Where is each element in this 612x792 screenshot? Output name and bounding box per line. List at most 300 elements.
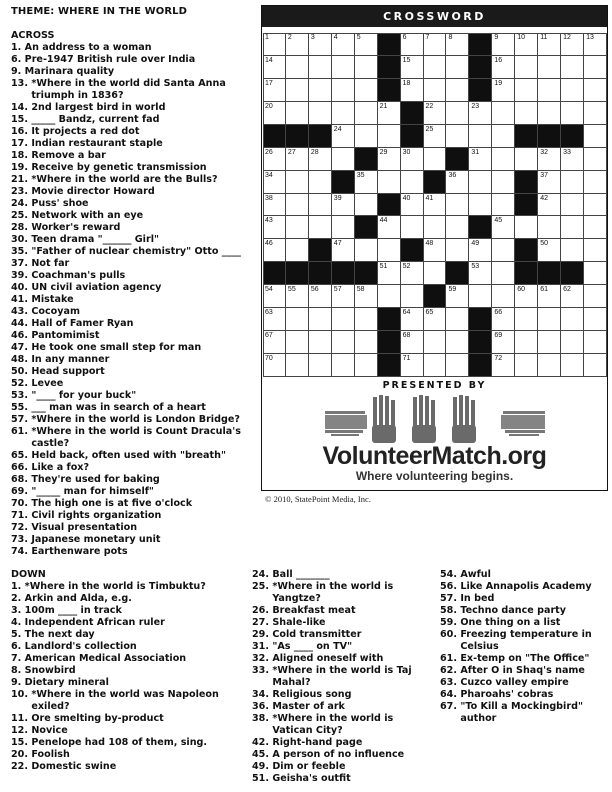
grid-cell[interactable] xyxy=(309,331,332,354)
cell-number: 14 xyxy=(265,56,273,64)
grid-cell[interactable] xyxy=(584,354,607,377)
grid-cell[interactable] xyxy=(286,79,309,102)
grid-cell[interactable] xyxy=(309,79,332,102)
clue-item xyxy=(440,689,610,701)
clue-item xyxy=(11,689,243,713)
grid-cell[interactable] xyxy=(332,331,355,354)
grid-cell[interactable] xyxy=(355,285,378,308)
clue-number: 43. xyxy=(11,306,32,317)
grid-cell[interactable] xyxy=(446,194,469,217)
clue-text: The high one is at five o'clock xyxy=(31,498,193,509)
grid-cell[interactable] xyxy=(584,125,607,148)
grid-cell[interactable] xyxy=(378,239,401,262)
grid-cell[interactable] xyxy=(332,102,355,125)
grid-cell[interactable] xyxy=(401,354,424,377)
clue-text: Shale-like xyxy=(272,617,326,628)
cell-number: 17 xyxy=(265,79,273,87)
clue-number: 64. xyxy=(440,689,461,700)
clue-number: 55. xyxy=(11,402,32,413)
grid-cell[interactable] xyxy=(263,171,286,194)
grid-cell[interactable] xyxy=(561,285,584,308)
clue-item xyxy=(11,713,243,725)
grid-cell[interactable] xyxy=(515,216,538,239)
clue-number: 25. xyxy=(252,581,273,592)
grid-cell[interactable] xyxy=(515,33,538,56)
grid-cell[interactable] xyxy=(446,125,469,148)
grid-cell[interactable] xyxy=(469,171,492,194)
grid-cell[interactable] xyxy=(286,308,309,331)
grid-cell[interactable] xyxy=(332,308,355,331)
clue-number: 14. xyxy=(11,102,32,113)
grid-cell[interactable] xyxy=(332,194,355,217)
grid-cell[interactable] xyxy=(538,102,561,125)
clue-item xyxy=(11,546,246,558)
grid-cell[interactable] xyxy=(584,285,607,308)
grid-cell[interactable] xyxy=(538,79,561,102)
clue-number: 2. xyxy=(11,593,25,604)
grid-cell[interactable] xyxy=(584,171,607,194)
grid-cell[interactable] xyxy=(424,308,447,331)
grid-cell[interactable] xyxy=(424,262,447,285)
clue-item xyxy=(11,486,246,498)
grid-cell[interactable] xyxy=(263,194,286,217)
clue-text: Right-hand page xyxy=(272,737,363,748)
grid-cell[interactable] xyxy=(446,285,469,308)
clue-item xyxy=(440,581,610,593)
grid-cell[interactable] xyxy=(424,216,447,239)
grid-cell[interactable] xyxy=(332,56,355,79)
grid-cell[interactable] xyxy=(492,239,515,262)
grid-cell[interactable] xyxy=(263,285,286,308)
clue-text: Japanese monetary unit xyxy=(31,534,161,545)
grid-cell[interactable] xyxy=(424,102,447,125)
clue-item xyxy=(252,653,434,665)
grid-cell[interactable] xyxy=(492,194,515,217)
grid-cell[interactable] xyxy=(561,102,584,125)
grid-cell[interactable] xyxy=(263,148,286,171)
grid-cell[interactable] xyxy=(332,239,355,262)
clue-text: Cuzco valley empire xyxy=(460,677,569,688)
clue-number: 7. xyxy=(11,653,25,664)
grid-block xyxy=(538,262,561,285)
grid-cell[interactable] xyxy=(492,171,515,194)
grid-cell[interactable] xyxy=(538,354,561,377)
grid-cell[interactable] xyxy=(424,194,447,217)
grid-cell[interactable] xyxy=(584,148,607,171)
grid-cell[interactable] xyxy=(561,216,584,239)
grid-cell[interactable] xyxy=(309,308,332,331)
clue-number: 51. xyxy=(252,773,273,784)
grid-cell[interactable] xyxy=(446,308,469,331)
grid-cell[interactable] xyxy=(561,194,584,217)
clue-text: Receive by genetic transmission xyxy=(31,162,207,173)
grid-cell[interactable] xyxy=(469,125,492,148)
grid-cell[interactable] xyxy=(263,354,286,377)
grid-cell[interactable] xyxy=(492,285,515,308)
grid-block xyxy=(378,308,401,331)
grid-cell[interactable] xyxy=(309,56,332,79)
grid-cell[interactable] xyxy=(378,285,401,308)
clue-text: Snowbird xyxy=(24,665,76,676)
clue-item xyxy=(252,773,434,785)
grid-cell[interactable] xyxy=(515,285,538,308)
grid-cell[interactable] xyxy=(515,308,538,331)
clue-number: 41. xyxy=(11,294,32,305)
grid-block xyxy=(469,56,492,79)
cell-number: 40 xyxy=(402,194,411,202)
grid-cell[interactable] xyxy=(561,354,584,377)
grid-cell[interactable] xyxy=(424,331,447,354)
grid-cell[interactable] xyxy=(401,285,424,308)
cell-number: 65 xyxy=(425,309,434,317)
clue-text: *Where in the world are the Bulls? xyxy=(31,174,218,185)
grid-cell[interactable] xyxy=(263,331,286,354)
clue-number: 5. xyxy=(11,629,25,640)
grid-cell[interactable] xyxy=(492,79,515,102)
clue-text: *Where in the world was Napoleon exiled? xyxy=(31,689,219,712)
grid-cell[interactable] xyxy=(309,194,332,217)
grid-cell[interactable] xyxy=(584,56,607,79)
clue-item xyxy=(11,677,243,689)
clue-item xyxy=(11,306,246,318)
clue-item xyxy=(11,246,246,258)
grid-cell[interactable] xyxy=(286,194,309,217)
grid-block xyxy=(401,239,424,262)
grid-cell[interactable] xyxy=(263,79,286,102)
grid-cell[interactable] xyxy=(424,148,447,171)
grid-cell[interactable] xyxy=(492,33,515,56)
grid-cell[interactable] xyxy=(561,171,584,194)
grid-cell[interactable] xyxy=(538,285,561,308)
grid-cell[interactable] xyxy=(401,194,424,217)
grid-cell[interactable] xyxy=(309,171,332,194)
down-clues-col-2 xyxy=(252,569,434,785)
grid-cell[interactable] xyxy=(446,102,469,125)
cell-number: 32 xyxy=(540,148,548,156)
grid-cell[interactable] xyxy=(584,239,607,262)
grid-cell[interactable] xyxy=(286,216,309,239)
grid-block xyxy=(515,239,538,262)
grid-cell[interactable] xyxy=(401,308,424,331)
grid-cell[interactable] xyxy=(469,194,492,217)
grid-cell[interactable] xyxy=(378,216,401,239)
grid-cell[interactable] xyxy=(309,216,332,239)
clue-item xyxy=(11,474,246,486)
grid-cell[interactable] xyxy=(401,216,424,239)
grid-cell[interactable] xyxy=(469,148,492,171)
grid-cell[interactable] xyxy=(286,102,309,125)
grid-cell[interactable] xyxy=(309,33,332,56)
grid-cell[interactable] xyxy=(263,33,286,56)
clue-number: 15. xyxy=(11,737,32,748)
grid-cell[interactable] xyxy=(355,239,378,262)
cell-number: 16 xyxy=(494,56,503,64)
clue-text: Cold transmitter xyxy=(272,629,362,640)
grid-cell[interactable] xyxy=(515,331,538,354)
grid-cell[interactable] xyxy=(492,148,515,171)
grid-cell[interactable] xyxy=(424,33,447,56)
grid-cell[interactable] xyxy=(561,331,584,354)
grid-cell[interactable] xyxy=(355,33,378,56)
grid-cell[interactable] xyxy=(584,216,607,239)
clue-number: 9. xyxy=(11,677,25,688)
grid-cell[interactable] xyxy=(538,33,561,56)
grid-cell[interactable] xyxy=(401,262,424,285)
grid-cell[interactable] xyxy=(446,79,469,102)
cell-number: 8 xyxy=(448,34,453,41)
clue-text: Ball _______ xyxy=(272,569,330,580)
clue-number: 72. xyxy=(11,522,32,533)
grid-cell[interactable] xyxy=(561,148,584,171)
grid-cell[interactable] xyxy=(446,56,469,79)
clue-number: 54. xyxy=(440,569,461,580)
grid-cell[interactable] xyxy=(309,285,332,308)
grid-cell[interactable] xyxy=(584,102,607,125)
grid-cell[interactable] xyxy=(401,33,424,56)
clue-number: 26. xyxy=(252,605,273,616)
cell-number: 42 xyxy=(540,194,548,202)
grid-cell[interactable] xyxy=(355,79,378,102)
grid-cell[interactable] xyxy=(538,239,561,262)
clue-text: It projects a red dot xyxy=(31,126,140,137)
clue-text: *Where in the world is London Bridge? xyxy=(31,414,240,425)
grid-cell[interactable] xyxy=(286,171,309,194)
grid-cell[interactable] xyxy=(515,354,538,377)
grid-cell[interactable] xyxy=(263,102,286,125)
cell-number: 44 xyxy=(379,217,388,225)
grid-cell[interactable] xyxy=(469,262,492,285)
clue-item xyxy=(11,222,246,234)
down-clue-list-1 xyxy=(11,581,243,773)
grid-cell[interactable] xyxy=(332,354,355,377)
clue-item xyxy=(11,42,246,54)
grid-cell[interactable] xyxy=(469,102,492,125)
cell-number: 3 xyxy=(310,34,315,41)
grid-cell[interactable] xyxy=(469,239,492,262)
grid-cell[interactable] xyxy=(538,194,561,217)
grid-block xyxy=(469,354,492,377)
grid-cell[interactable] xyxy=(332,285,355,308)
grid-cell[interactable] xyxy=(332,148,355,171)
grid-cell[interactable] xyxy=(309,102,332,125)
grid-cell[interactable] xyxy=(401,56,424,79)
grid-cell[interactable] xyxy=(263,239,286,262)
grid-cell[interactable] xyxy=(332,125,355,148)
grid-cell[interactable] xyxy=(286,239,309,262)
clue-number: 61. xyxy=(440,653,461,664)
grid-cell[interactable] xyxy=(538,331,561,354)
clue-text: Not far xyxy=(31,258,70,269)
grid-cell[interactable] xyxy=(446,216,469,239)
grid-block xyxy=(355,216,378,239)
clue-number: 53. xyxy=(11,390,32,401)
grid-cell[interactable] xyxy=(515,79,538,102)
cell-number: 41 xyxy=(425,194,434,202)
grid-cell[interactable] xyxy=(584,194,607,217)
grid-cell[interactable] xyxy=(355,194,378,217)
clue-text: Arkin and Alda, e.g. xyxy=(24,593,132,604)
grid-cell[interactable] xyxy=(492,125,515,148)
grid-cell[interactable] xyxy=(286,148,309,171)
grid-cell[interactable] xyxy=(584,308,607,331)
cell-number: 67 xyxy=(265,332,273,340)
grid-cell[interactable] xyxy=(378,148,401,171)
clue-item xyxy=(11,354,246,366)
grid-cell[interactable] xyxy=(286,33,309,56)
clue-item xyxy=(11,593,243,605)
grid-cell[interactable] xyxy=(446,331,469,354)
grid-cell[interactable] xyxy=(446,171,469,194)
grid-cell[interactable] xyxy=(332,33,355,56)
clue-text: Cocoyam xyxy=(31,306,80,317)
grid-block xyxy=(469,216,492,239)
grid-cell[interactable] xyxy=(424,125,447,148)
cell-number: 12 xyxy=(563,34,571,41)
grid-cell[interactable] xyxy=(538,308,561,331)
grid-cell[interactable] xyxy=(309,148,332,171)
grid-cell[interactable] xyxy=(355,308,378,331)
clue-text: An address to a woman xyxy=(24,42,152,53)
grid-cell[interactable] xyxy=(401,79,424,102)
grid-cell[interactable] xyxy=(286,354,309,377)
grid-block xyxy=(263,125,286,148)
cell-number: 63 xyxy=(265,309,273,317)
grid-block xyxy=(401,125,424,148)
grid-cell[interactable] xyxy=(378,171,401,194)
grid-cell[interactable] xyxy=(424,239,447,262)
grid-cell[interactable] xyxy=(515,148,538,171)
clue-text: Domestic swine xyxy=(31,761,117,772)
clue-item xyxy=(11,629,243,641)
grid-cell[interactable] xyxy=(561,79,584,102)
grid-cell[interactable] xyxy=(355,125,378,148)
grid-cell[interactable] xyxy=(355,102,378,125)
grid-cell[interactable] xyxy=(378,125,401,148)
grid-cell[interactable] xyxy=(584,79,607,102)
grid-cell[interactable] xyxy=(515,56,538,79)
grid-cell[interactable] xyxy=(401,148,424,171)
grid-cell[interactable] xyxy=(492,216,515,239)
clue-number: 65. xyxy=(11,450,32,461)
grid-cell[interactable] xyxy=(355,56,378,79)
clue-item xyxy=(11,462,246,474)
grid-cell[interactable] xyxy=(492,262,515,285)
grid-cell[interactable] xyxy=(355,354,378,377)
clue-text: Like a fox? xyxy=(31,462,90,473)
grid-cell[interactable] xyxy=(492,56,515,79)
clue-text: Master of ark xyxy=(272,701,345,712)
clue-number: 50. xyxy=(11,366,32,377)
grid-cell[interactable] xyxy=(492,308,515,331)
grid-cell[interactable] xyxy=(469,285,492,308)
grid-cell[interactable] xyxy=(492,354,515,377)
grid-cell[interactable] xyxy=(286,331,309,354)
clue-item xyxy=(11,174,246,186)
clue-number: 33. xyxy=(252,665,273,676)
across-clues xyxy=(11,30,246,558)
grid-cell[interactable] xyxy=(401,171,424,194)
clue-number: 44. xyxy=(11,318,32,329)
grid-cell[interactable] xyxy=(378,262,401,285)
grid-cell[interactable] xyxy=(424,354,447,377)
clue-text: Hall of Famer Ryan xyxy=(31,318,134,329)
cell-number: 31 xyxy=(471,148,480,156)
presented-by-label: PRESENTED BY xyxy=(382,380,487,391)
grid-cell[interactable] xyxy=(355,171,378,194)
volunteermatch-logo-text: VolunteerMatch.org xyxy=(322,442,547,470)
grid-cell[interactable] xyxy=(515,102,538,125)
cell-number: 55 xyxy=(287,286,296,294)
cell-number: 7 xyxy=(425,34,430,41)
clue-text: Ex-temp on "The Office" xyxy=(460,653,590,664)
clue-number: 29. xyxy=(252,629,273,640)
grid-cell[interactable] xyxy=(538,56,561,79)
clue-text: Civil rights organization xyxy=(31,510,162,521)
grid-cell[interactable] xyxy=(538,216,561,239)
grid-cell[interactable] xyxy=(263,56,286,79)
clue-number: 73. xyxy=(11,534,32,545)
grid-cell[interactable] xyxy=(446,239,469,262)
grid-cell[interactable] xyxy=(263,216,286,239)
grid-cell[interactable] xyxy=(538,171,561,194)
grid-cell[interactable] xyxy=(378,102,401,125)
clue-number: 20. xyxy=(11,749,32,760)
grid-cell[interactable] xyxy=(584,262,607,285)
grid-cell[interactable] xyxy=(492,102,515,125)
grid-cell[interactable] xyxy=(584,33,607,56)
grid-block xyxy=(309,239,332,262)
grid-cell[interactable] xyxy=(561,56,584,79)
clue-number: 40. xyxy=(11,282,32,293)
grid-cell[interactable] xyxy=(332,79,355,102)
grid-cell[interactable] xyxy=(286,56,309,79)
clue-item xyxy=(440,677,610,689)
grid-cell[interactable] xyxy=(492,331,515,354)
cell-number: 54 xyxy=(265,286,273,294)
grid-cell[interactable] xyxy=(561,239,584,262)
grid-cell[interactable] xyxy=(424,79,447,102)
clue-number: 11. xyxy=(11,713,32,724)
cell-number: 4 xyxy=(333,34,338,41)
theme-title: THEME: WHERE IN THE WORLD xyxy=(11,6,188,17)
grid-cell[interactable] xyxy=(355,331,378,354)
clue-number: 49. xyxy=(252,761,273,772)
clue-text: Freezing temperature in Celsius xyxy=(460,629,592,652)
grid-cell[interactable] xyxy=(332,216,355,239)
grid-cell[interactable] xyxy=(561,33,584,56)
clue-item xyxy=(440,605,610,617)
clue-text: "As ____ on TV" xyxy=(272,641,353,652)
grid-cell[interactable] xyxy=(401,331,424,354)
grid-cell[interactable] xyxy=(286,285,309,308)
grid-cell[interactable] xyxy=(584,331,607,354)
grid-cell[interactable] xyxy=(538,148,561,171)
grid-cell[interactable] xyxy=(263,308,286,331)
cell-number: 71 xyxy=(402,355,411,363)
clue-text: In bed xyxy=(460,593,495,604)
grid-cell[interactable] xyxy=(561,308,584,331)
cell-number: 27 xyxy=(287,148,296,156)
grid-cell[interactable] xyxy=(446,354,469,377)
grid-cell[interactable] xyxy=(424,56,447,79)
grid-cell[interactable] xyxy=(446,33,469,56)
cell-number: 28 xyxy=(310,148,319,156)
clue-number: 52. xyxy=(11,378,32,389)
clue-text: Techno dance party xyxy=(460,605,567,616)
clue-item xyxy=(11,102,246,114)
grid-cell[interactable] xyxy=(309,354,332,377)
clue-number: 35. xyxy=(11,246,32,257)
